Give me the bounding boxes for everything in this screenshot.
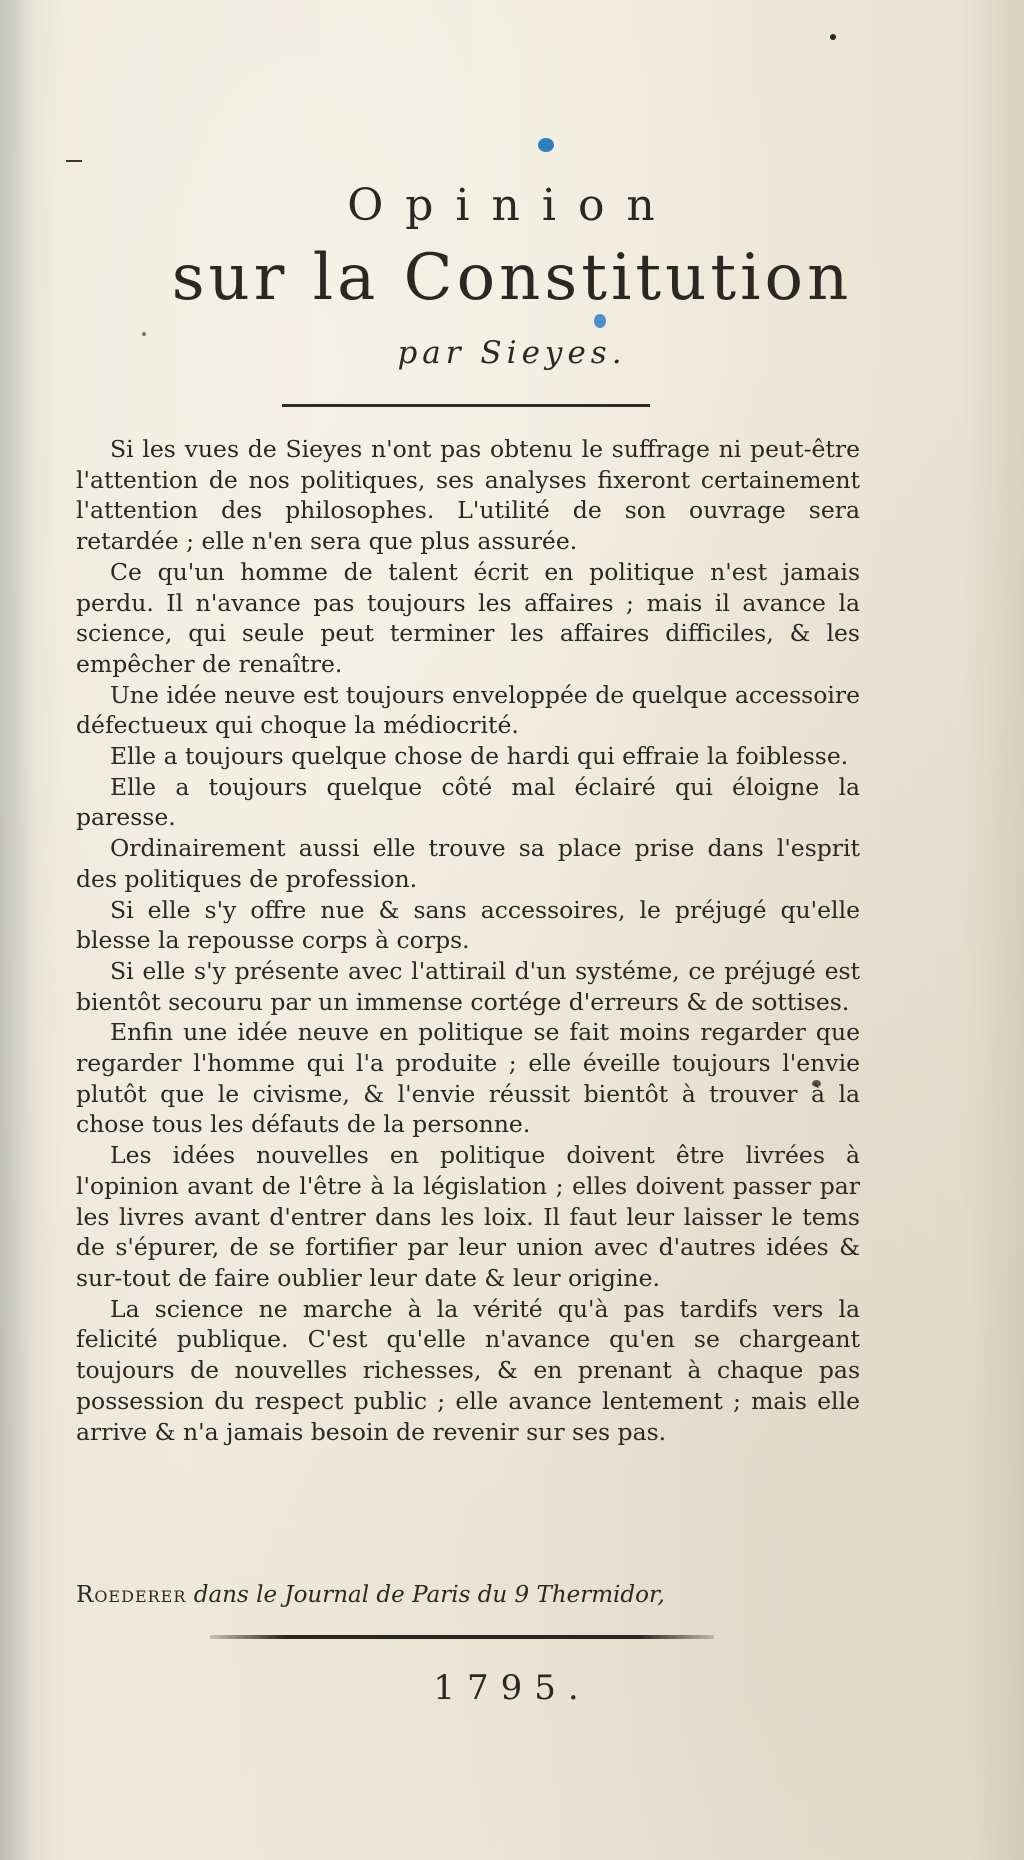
signature-line: [76, 1580, 860, 1610]
publication-year: 1795.: [433, 1668, 591, 1708]
top-rule: [282, 404, 650, 407]
paragraph: Ce qu'un homme de talent écrit en politique n'est jamais perdu. Il n'avance pas toujours les affaires ; mais il avance la science, qui seule peut terminer les affaires difficiles, & les empêcher de renaître.: [76, 557, 860, 678]
paragraph: La science ne marche à la vérité qu'à pas tardifs vers la felicité publique. C'est qu'elle n'avance qu'en se chargeant toujours de nouvelles richesses, & en prenant à chaque pas possession du respect public ; elle avance lentement ; mais elle arrive & n'a jamais besoin de revenir sur ses pas.: [76, 1294, 860, 1446]
title-line-2: sur la Constitution: [171, 241, 853, 315]
paragraph: Les idées nouvelles en politique doivent être livrées à l'opinion avant de l'être à la législation ; elles doivent passer par les livres avant d'entrer dans les loix. Il faut leur laisser le tems de s'épurer, de se fortifier par leur union avec d'autres idées & sur-tout de faire oublier leur date & leur origine.: [76, 1141, 860, 1292]
paragraph: Si elle s'y offre nue & sans accessoires, le préjugé qu'elle blesse la repousse corps à corps.: [76, 895, 860, 955]
paragraph: Une idée neuve est toujours enveloppée de quelque accessoire défectueux qui choque la médiocrité.: [76, 680, 860, 740]
paragraph: Si elle s'y présente avec l'attirail d'un systéme, ce préjugé est bientôt secouru par un immense cortége d'erreurs & de sottises.: [76, 956, 860, 1016]
title-line-1: Opinion: [347, 180, 677, 231]
signature-source: dans le Journal de Paris du 9 Thermidor,: [193, 1582, 665, 1608]
paragraph: Enfin une idée neuve en politique se fait moins regarder que regarder l'homme qui l'a produite ; elle éveille toujours l'envie plutôt que le civisme, & l'envie réussit bientôt à trouver à la chose tous les défauts de la personne.: [76, 1018, 860, 1139]
paragraph: Si les vues de Sieyes n'ont pas obtenu le suffrage ni peut-être l'attention de nos politiques, ses analyses fixeront certainement l'attention des philosophes. L'utilité de son ouvrage sera retardée ; elle n'en sera que plus assurée.: [76, 435, 860, 556]
dust-speck: [830, 34, 836, 40]
paragraph: Elle a toujours quelque côté mal éclairé qui éloigne la paresse.: [76, 772, 860, 832]
paragraph: Elle a toujours quelque chose de hardi qui effraie la foiblesse.: [110, 742, 849, 771]
blue-ink-spot: [538, 138, 554, 152]
margin-mark: [66, 160, 82, 162]
byline: par Sieyes.: [397, 335, 627, 371]
signature-name: Roederer: [76, 1582, 187, 1608]
body-text: [76, 434, 860, 1447]
paragraph: Ordinairement aussi elle trouve sa place prise dans l'esprit des politiques de profession.: [76, 834, 860, 893]
bottom-rule: [210, 1635, 714, 1639]
